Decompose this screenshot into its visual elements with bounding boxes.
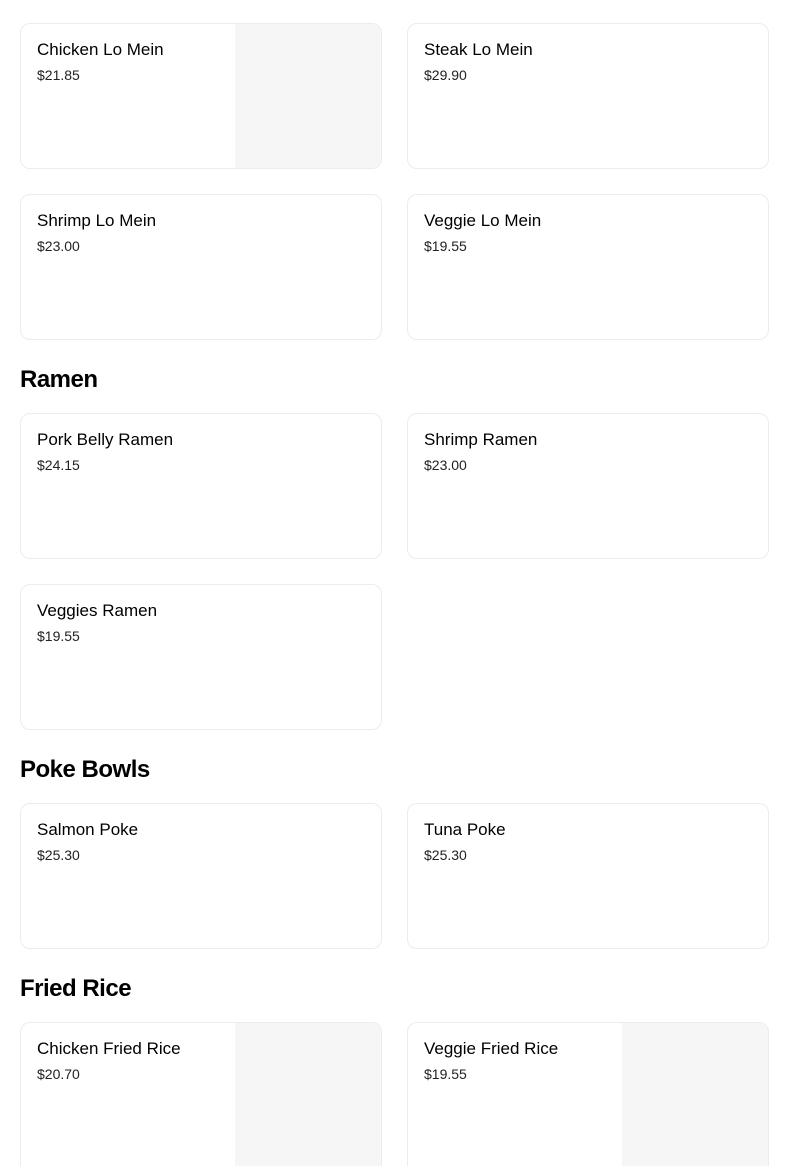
menu-item-price: $24.15	[37, 457, 80, 473]
menu-item-price: $29.90	[424, 67, 467, 83]
menu-item-name: Salmon Poke	[37, 820, 139, 839]
menu-item-image	[622, 1023, 768, 1166]
menu-item-image	[235, 24, 381, 168]
menu-item-price: $23.00	[424, 457, 467, 473]
menu-item-price: $19.55	[424, 1066, 467, 1082]
menu-item-image	[235, 1023, 381, 1166]
menu-item-card[interactable]	[407, 23, 769, 169]
menu-item-price: $19.55	[424, 238, 467, 254]
menu-item-card[interactable]	[20, 413, 382, 559]
menu-item-name: Steak Lo Mein	[424, 40, 533, 59]
section-title: Fried Rice	[20, 975, 132, 1002]
menu-item-price: $21.85	[37, 67, 80, 83]
menu-item-name: Veggies Ramen	[37, 601, 158, 620]
menu-item-name: Tuna Poke	[424, 820, 506, 839]
menu-item-name: Pork Belly Ramen	[37, 430, 174, 449]
menu-item-card[interactable]	[20, 584, 382, 730]
menu-item-card[interactable]	[20, 1022, 382, 1166]
menu-item-card[interactable]	[20, 803, 382, 949]
menu-item-card[interactable]	[407, 803, 769, 949]
section-title: Ramen	[20, 366, 98, 393]
menu-item-card[interactable]	[407, 1022, 769, 1166]
menu-item-price: $25.30	[37, 847, 80, 863]
menu-item-card[interactable]	[407, 413, 769, 559]
menu-item-price: $23.00	[37, 238, 80, 254]
menu-item-card[interactable]	[20, 194, 382, 340]
menu-item-name: Shrimp Lo Mein	[37, 211, 157, 230]
menu-item-card[interactable]	[407, 194, 769, 340]
menu-item-price: $25.30	[424, 847, 467, 863]
menu-item-card[interactable]	[20, 23, 382, 169]
section-title: Poke Bowls	[20, 756, 150, 783]
menu-item-name: Veggie Lo Mein	[424, 211, 542, 230]
menu-item-name: Chicken Fried Rice	[37, 1039, 181, 1058]
menu-item-price: $20.70	[37, 1066, 80, 1082]
menu-item-price: $19.55	[37, 628, 80, 644]
menu-item-name: Veggie Fried Rice	[424, 1039, 559, 1058]
menu-item-name: Chicken Lo Mein	[37, 40, 164, 59]
menu-item-name: Shrimp Ramen	[424, 430, 538, 449]
